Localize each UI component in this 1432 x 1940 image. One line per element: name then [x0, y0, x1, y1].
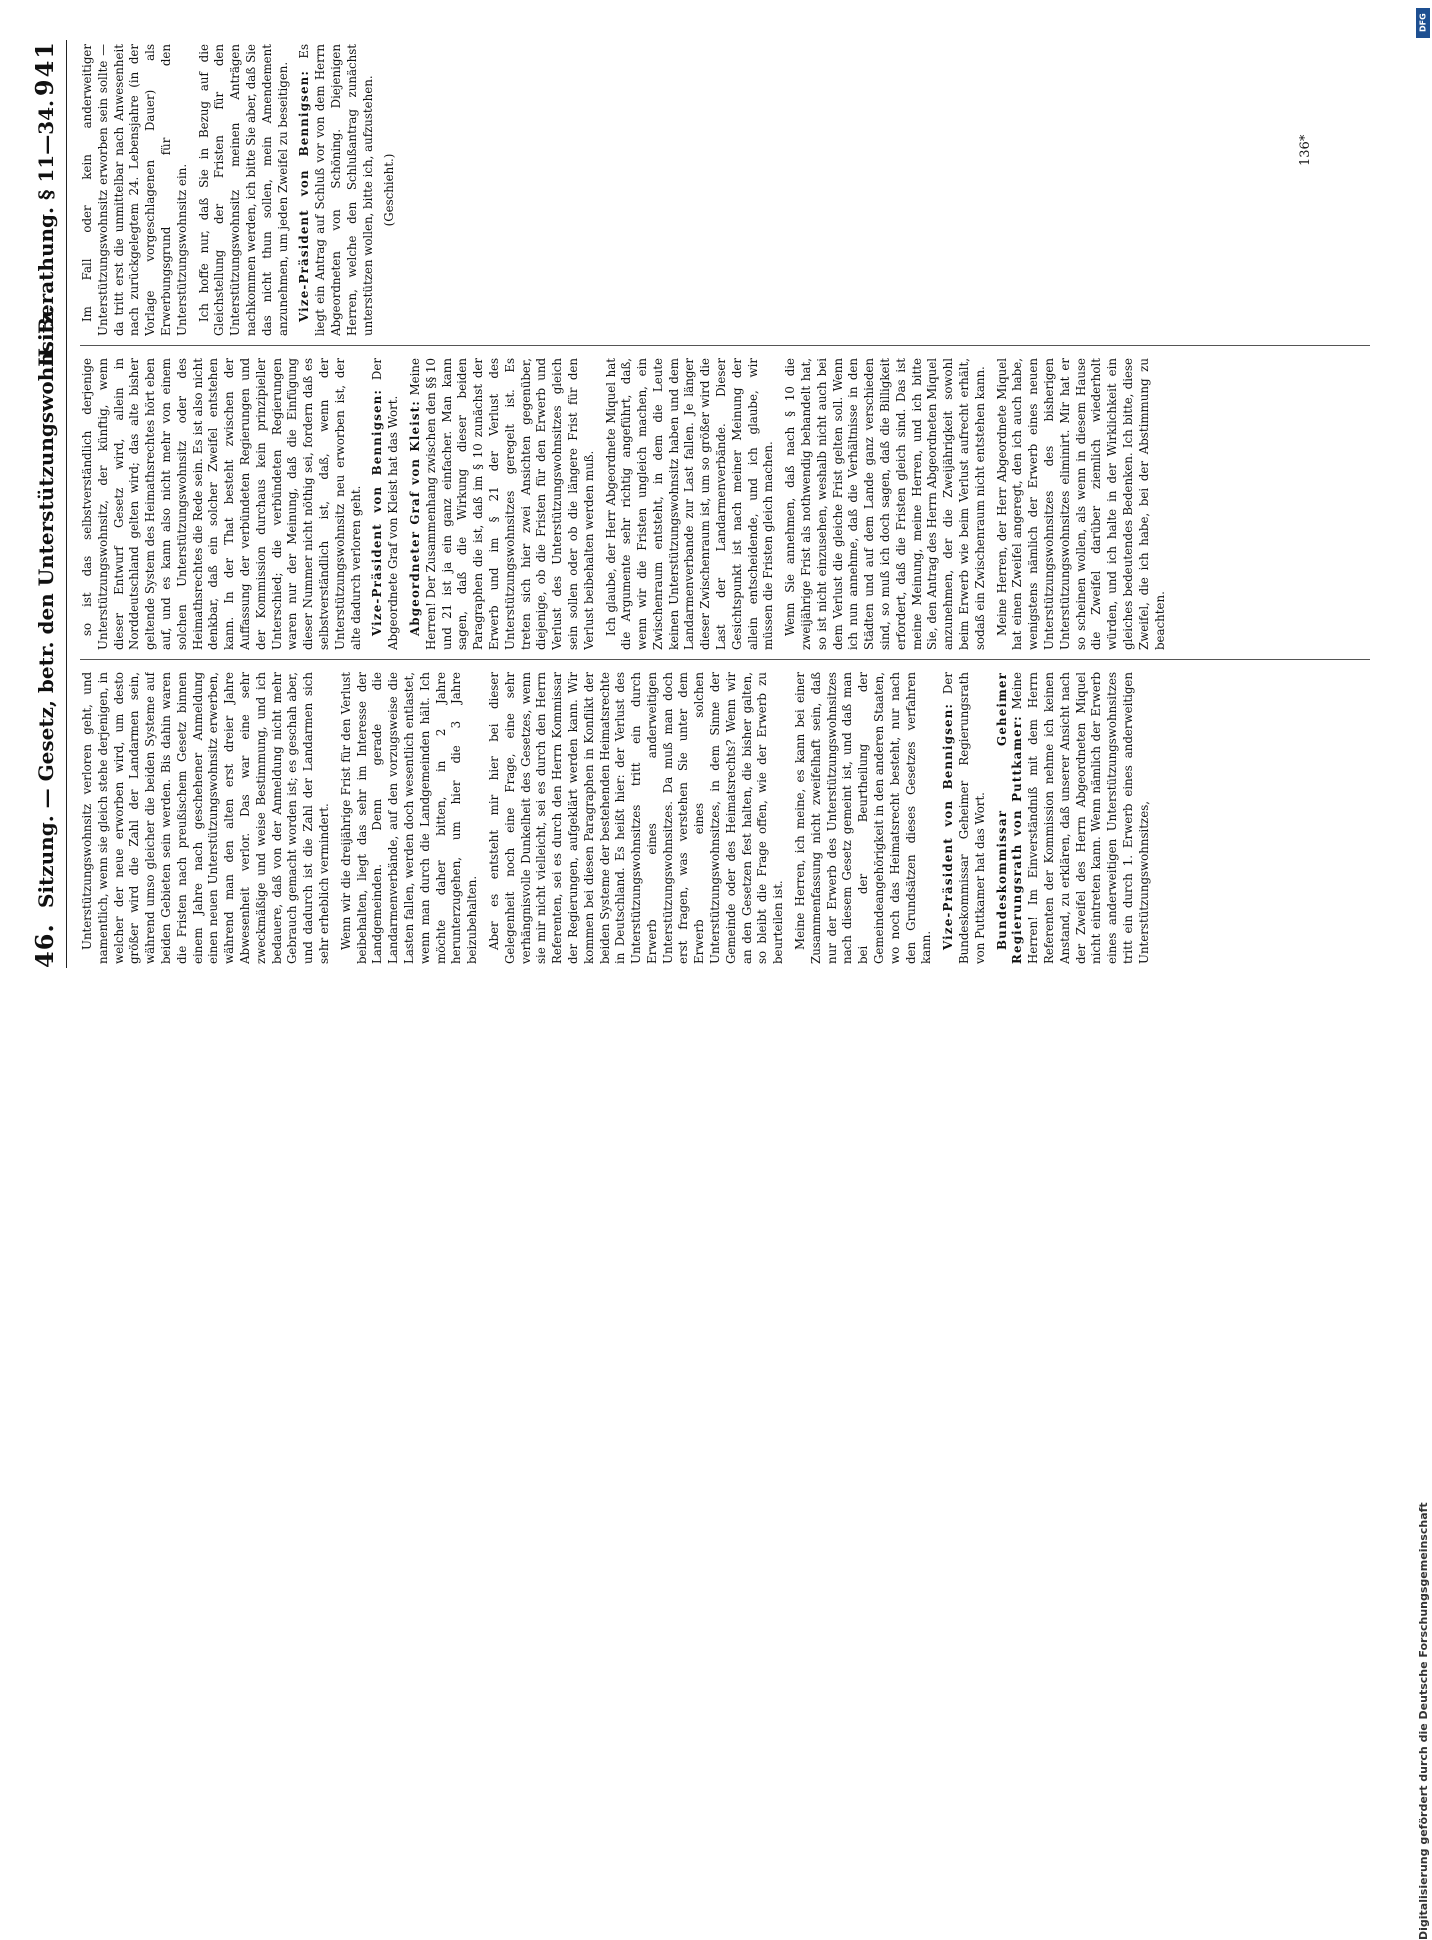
left-running-title: Sitzung. — Gesetz, betr. den Unterstützungswohnsitz.	[34, 305, 58, 908]
left-page-number: 46.	[30, 923, 59, 968]
column-divider	[80, 659, 1370, 660]
paragraph: Meine Herren, der Herr Abgeordnete Miquel hat einen Zweifel angeregt, den ich auch habe, wenigstens nämlich der Erwerb eines neuen Unterstützungswohnsitzes des bisherigen Unterstützungswohnsitzes eliminirt. Mir hat er so scheinen wollen, als wenn in diesem Hause die Zweifel darüber ziemlich wiederholt würden, und ich halte in der Wirklichkeit ein gleiches bedeutendes Bedenken. Ich bitte, diese Zweifel, die ich habe, bei der Abstimmung zu beachten.	[994, 358, 1167, 650]
paragraph: Aber es entsteht mir hier bei dieser Gelegenheit noch eine Frage, eine sehr verhängnisvolle Dunkelheit des Gesetzes, wenn sie mir nicht vielleicht, sei es durch den Herrn Referenten, sei es durch den Herrn Kommissar der Regierungen, aufgeklärt werden kann. Wir kommen bei diesen Paragraphen in Konflikt der beiden Systeme der bestehenden Heimatsrechte in Deutschland. Es heißt hier: der Verlust des Unterstützungswohnsitzes tritt ein durch Erwerb eines anderweitigen Unterstützungswohnsitzes. Da muß man doch erst fragen, was verstehen Sie unter dem Erwerb eines solchen Unterstützungswohnsitzes, in dem Sinne der Gemeinde oder des Heimatsrechts? Wenn wir an den Gesetzen fest halten, die bisher galten, so bleibt die Frage offen, wie der Erwerb zu beurteilen ist.	[486, 672, 786, 964]
column-divider	[80, 345, 1370, 346]
page-header	[24, 40, 64, 968]
paragraph: Ich hoffe nur, daß Sie in Bezug auf die Gleichstellung der Fristen für den Unterstützungswohnsitz meinen Anträgen nachkommen werden, ich bitte Sie aber, daß Sie das nicht thun sollen, mein Amendement anzunehmen, um jeden Zweifel zu beseitigen.	[196, 44, 290, 336]
paragraph: Meine Herren, ich meine, es kann bei einer Zusammenfassung nicht zweifelhaft sein, daß nur der Erwerb des Unterstützungswohnsitzes nach diesem Gesetz gemeint ist, und daß man bei der Beurtheilung der Gemeindeangehörigkeit in den anderen Staaten, wo noch das Heimatsrecht besteht, nur nach den Grundsätzen dieses Gesetzes verfahren kann.	[793, 672, 934, 964]
paragraph: Ich glaube, der Herr Abgeordnete Miquel hat die Argumente sehr richtig angeführt, daß, wenn wir die Fristen ungleich machen, ein Zwischenraum entsteht, in dem die Leute keinen Unterstützungswohnsitz haben und dem Landarmenverbande zur Last fallen. Je länger dieser Zwischenraum ist, um so größer wird die Last der Landarmenverbände. Dieser Gesichtspunkt ist nach meiner Meinung der allein entscheidende, und ich glaube, wir müssen die Fristen gleich machen.	[603, 358, 776, 650]
text-column-3	[80, 44, 1380, 336]
right-running-title: II. Berathung. § 11—34.	[34, 100, 58, 367]
paragraph: Vize-Präsident von Bennigsen: Es liegt ein Antrag auf Schluß vor von dem Herrn Abgeordneten von Schöning. Diejenigen Herren, welche den Schlußantrag zunächst unterstützen wollen, bitte ich, aufzustehen.	[297, 44, 375, 336]
dfg-logo: DFG	[1416, 8, 1430, 38]
paragraph: Unterstützungswohnsitz verloren geht, und namentlich, wenn sie gleich stehe derjenigen, in welcher der neue erworben wird, um desto größer wird die Zahl der Landarmen sein, während umso gleicher die beiden Systeme auf beiden Gebieten sein werden. Bis dahin waren die Fristen nach preußischem Gesetz binnen einem Jahre nach geschehener Anmeldung einen neuen Unterstützungswohnsitz erwerben, während man den alten erst dreier Jahre Abwesenheit verlor. Das war eine sehr zweckmäßige und weise Bestimmung, und ich bedauere, daß von der Anmeldung nicht mehr Gebrauch gemacht worden ist; es geschah aber, und dadurch ist die Zahl der Landarmen sich sehr erheblich vermindert.	[80, 672, 331, 964]
paragraph: Im Fall oder kein anderweitiger Unterstützungswohnsitz erworben sein sollte — da tritt erst die unmittelbar nach Anwesenheit nach zurückgelegtem 24. Lebensjahre (in der Vorlage vorgeschlagenen Dauer) als Erwerbungsgrund für den Unterstützungswohnsitz ein.	[80, 44, 189, 336]
paragraph: Abgeordneter Graf von Kleist: Meine Herren! Der Zusammenhang zwischen den §§ 10 und 21 ist ja ein ganz einfacher. Man kann sagen, daß die Wirkung dieser beiden Paragraphen die ist, daß im § 10 zunächst der Erwerb und im § 21 der Verlust des Unterstützungswohnsitzes geregelt ist. Es treten sich hier zwei Ansichten gegenüber, diejenige, ob die Fristen für den Erwerb und Verlust des Unterstützungswohnsitzes gleich sein sollen oder ob die längere Frist für den Verlust beibehalten werden muß.	[407, 358, 596, 650]
header-rule	[66, 40, 67, 968]
paragraph: Vize-Präsident von Bennigsen: Der Abgeordnete Graf von Kleist hat das Wort.	[370, 358, 401, 650]
right-page-number: 941	[30, 40, 59, 97]
paragraph: Wenn Sie annehmen, daß nach § 10 die zweijährige Frist als nothwendig behandelt hat, so ist nicht einzusehen, weshalb nicht auch bei dem Verlust die gleiche Frist gelten soll. Wenn ich nun annehme, daß die Verhältnisse in den Städten und auf dem Lande ganz verschieden sind, so muß ich doch sagen, daß die Billigkeit erfordert, daß die Fristen gleich sind. Das ist meine Meinung, meine Herren, und ich bitte Sie, den Antrag des Herrn Abgeordneten Miquel anzunehmen, der die Zweijährigkeit sowohl beim Erwerb wie beim Verlust aufrecht erhält, sodaß ein Zwischenraum nicht entstehen kann.	[783, 358, 987, 650]
paragraph: Bundeskommissar Geheimer Regierungsrath von Puttkamer: Meine Herren! Im Einverständniß mit dem Herrn Referenten der Kommission nehme ich keinen Anstand, zu erklären, daß unserer Ansicht nach der Zweifel des Herrn Abgeordneten Miquel nicht eintreten kann. Wenn nämlich der Erwerb eines anderweitigen Unterstützungswohnsitzes tritt ein durch 1. Erwerb eines anderweitigen Unterstützungswohnsitzes,	[994, 672, 1151, 964]
text-column-1	[80, 672, 1380, 964]
text-column-2	[80, 358, 1380, 650]
signature-number: 136*	[1298, 134, 1313, 166]
paragraph: Vize-Präsident von Bennigsen: Der Bundeskommissar Geheimer Regierungsrath von Puttkamer hat das Wort.	[941, 672, 987, 964]
stage-direction: (Geschieht.)	[382, 153, 397, 227]
paragraph: Wenn wir die dreijährige Frist für den Verlust beibehalten, liegt das sehr im Interesse der Landgemeinden. Denn gerade die Landarmenverbände, auf den vorzugsweise die Lasten fallen, werden doch wesentlich entlastet, wenn man durch die Landgemeinden hält. Ich möchte daher bitten, in 2 Jahre herunterzugehen, um hier die 3 Jahre beizubehalten.	[338, 672, 480, 964]
paragraph: so ist das selbstverständlich derjenige Unterstützungswohnsitz, der künftig, wenn dieser Entwurf Gesetz wird, allein in Norddeutschland gelten wird; das alte bisher geltende System des Heimathsrechtes hört eben auf, und es kann also nicht mehr von einem solchen Unterstützungswohnsitz oder des Heimathsrechtes die Rede sein. Es ist also nicht denkbar, daß ein solcher Zweifel entstehen kann. In der That besteht zwischen der Auffassung der verbündeten Regierungen und der Kommission durchaus kein prinzipieller Unterschied; die verbündeten Regierungen waren nur der Meinung, daß die Einfügung dieser Nummer nicht nöthig sei, fordern daß es selbstverständlich ist, daß, wenn der Unterstützungswohnsitz neu erworben ist, der alte dadurch verloren geht.	[80, 358, 363, 650]
digitization-note: Digitalisierung gefördert durch die Deutsche Forschungsgemeinschaft	[1417, 1502, 1430, 1940]
